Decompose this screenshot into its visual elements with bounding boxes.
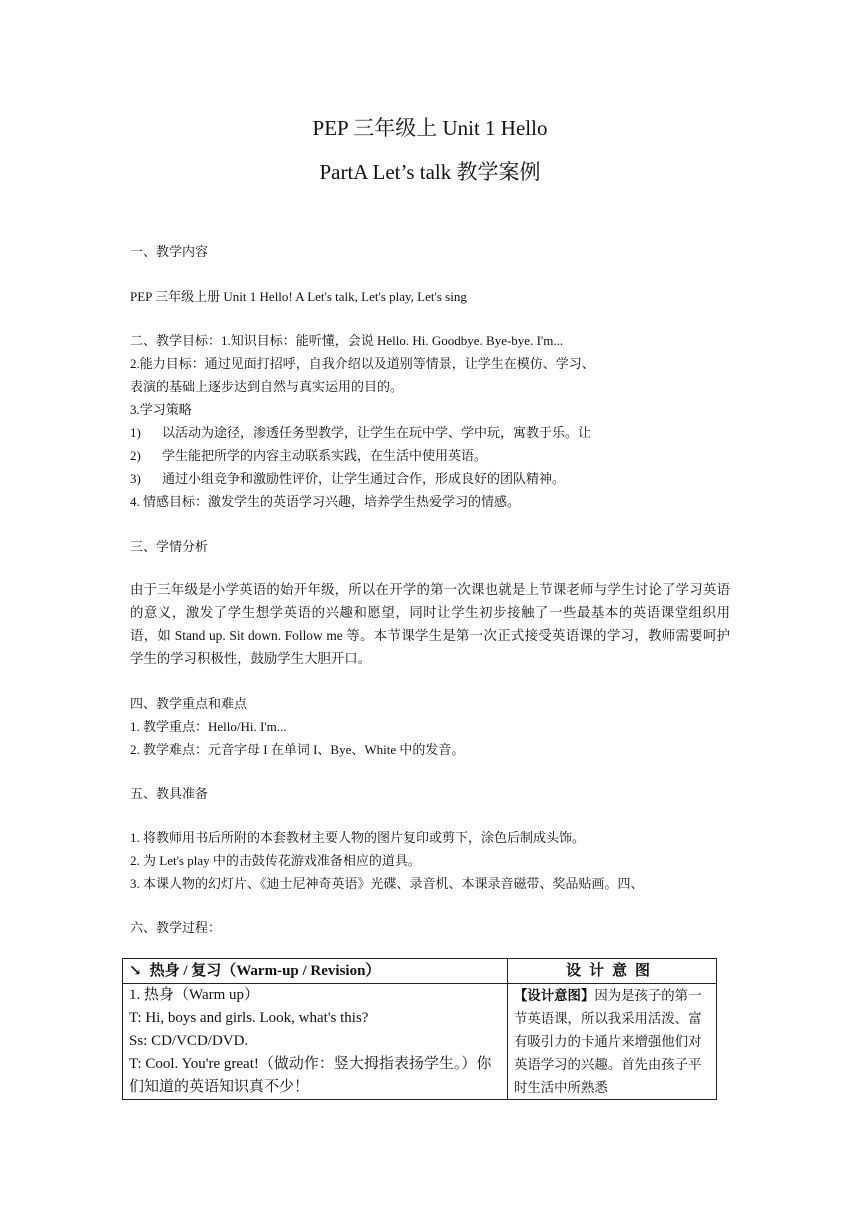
strategy-number: 2) [130,448,141,463]
section1-heading: 一、教学内容 [130,244,209,259]
section5-heading: 五、教具准备 [130,786,209,801]
section5-item-2: 2. 为 Let's play 中的击鼓传花游戏准备相应的道具。 [130,853,421,868]
warmup-cell [123,984,508,1100]
table-row [123,984,717,1100]
strategy-number: 3) [130,471,141,486]
arrow-icon: ↘ [129,963,142,979]
header-left-label: 热身 / 复习（Warm-up / Revision） [149,963,381,979]
strategy-item [130,423,591,442]
section4-heading: 四、教学重点和难点 [130,696,248,711]
strategy-text: 学生能把所学的内容主动联系实践，在生活中使用英语。 [162,448,488,463]
section3-heading: 三、学情分析 [130,539,209,554]
warmup-line: Ss: CD/VCD/DVD. [129,1033,249,1049]
section5-item-3: 3. 本课人物的幻灯片、《迪士尼神奇英语》光碟、录音机、本课录音磁带、奖品贴画。四、 [130,876,644,891]
design-intent-cell [508,984,717,1100]
warmup-line: T: Hi, boys and girls. Look, what's this? [129,1010,369,1026]
section2-objective-emotion: 4. 情感目标：激发学生的英语学习兴趣，培养学生热爱学习的情感。 [130,494,521,509]
section4-key-point: 1. 教学重点：Hello/Hi. I'm... [130,719,287,734]
design-intent-label: 【设计意图】 [514,988,595,1003]
section2-objective-ability-cont: 表演的基础上逐步达到自然与真实运用的目的。 [130,379,404,394]
strategy-text: 以活动为途径，渗透任务型教学，让学生在玩中学、学中玩，寓教于乐。让 [162,425,592,440]
table-header-row [123,959,717,984]
section2-objective-ability: 2.能力目标：通过见面打招呼，自我介绍以及道别等情景，让学生在模仿、学习、 [130,356,595,371]
warmup-line: T: Cool. You're great!（做动作：竖大拇指表扬学生。）你们知道的英语知识真不少！ [129,1056,492,1095]
section1-content: PEP 三年级上册 Unit 1 Hello! A Let's talk, Let's play, Let's sing [130,289,467,304]
warmup-line: 1. 热身（Warm up） [129,987,260,1003]
document-title: PEP 三年级上 Unit 1 Hello [312,116,548,140]
strategy-text: 通过小组竞争和激励性评价，让学生通过合作，形成良好的团队精神。 [162,471,566,486]
section4-difficult-point: 2. 教学难点：元音字母 I 在单词 I、Bye、White 中的发音。 [130,742,465,757]
section3-paragraph: 由于三年级是小学英语的始开年级，所以在开学的第一次课也就是上节课老师与学生讨论了学习英语的意义，激发了学生想学英语的兴趣和愿望，同时让学生初步接触了一些最基本的英语课堂组织用语，如 Stand up. Sit down. Follow me 等。本节课学生是第一次正式接受英语课的学习，教师需要呵护学生的学习积极性，鼓励学生大胆开口。 [130,582,730,666]
design-intent-text: 因为是孩子的第一节英语课，所以我采用活泼、富有吸引力的卡通片来增强他们对英语学习的兴趣。首先由孩子平时生活中所熟悉 [514,988,702,1095]
section2-objective-knowledge: 二、教学目标：1.知识目标：能听懂，会说 Hello. Hi. Goodbye. Bye-bye. I'm... [130,333,564,348]
table-header-right: 设计意图 [508,959,717,984]
section2-strategy-heading: 3.学习策略 [130,402,192,417]
teaching-process-table [122,958,717,1100]
strategy-item [130,446,487,465]
strategy-item [130,469,565,488]
section5-item-1: 1. 将教师用书后所附的本套教材主要人物的图片复印或剪下，涂色后制成头饰。 [130,830,586,845]
strategy-number: 1) [130,425,141,440]
section6-heading: 六、教学过程： [130,920,222,935]
table-header-left [123,959,508,984]
document-subtitle: PartA Let’s talk 教学案例 [319,160,541,184]
